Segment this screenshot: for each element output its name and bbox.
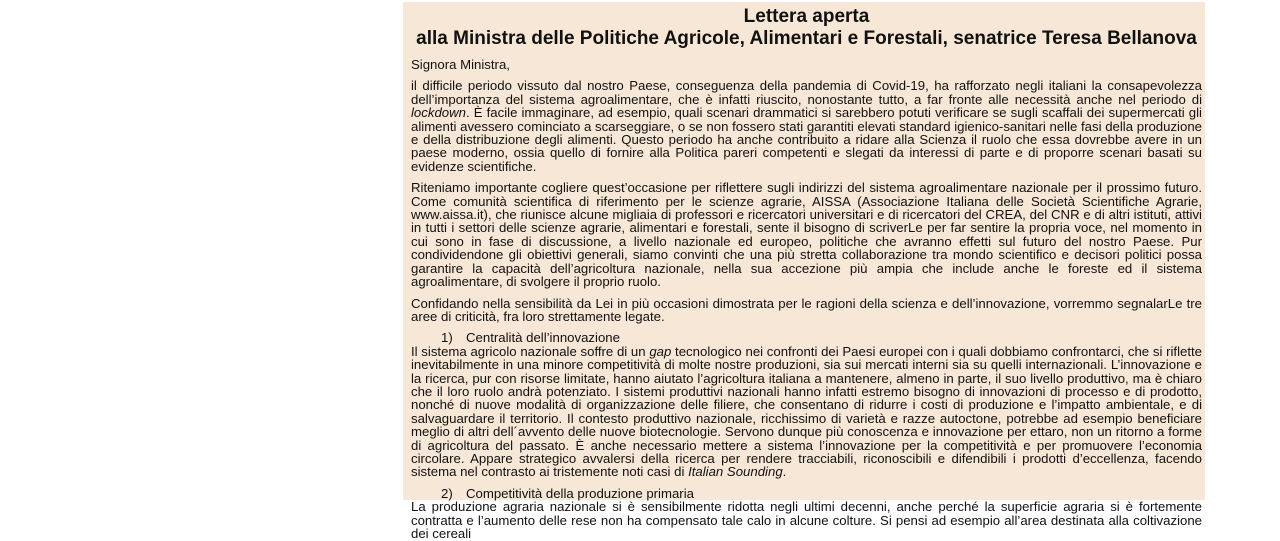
section-1-emphasis-1: gap bbox=[649, 343, 672, 359]
letter-title: Lettera aperta bbox=[743, 6, 870, 27]
section-1-text-1: Il sistema agricolo nazionale soffre di un bbox=[411, 343, 650, 359]
section-2-heading bbox=[411, 487, 1202, 500]
paragraph-2: Riteniamo importante cogliere quest’occasione per riflettere sugli indirizzi del sistema agroalimentare nazionale per il prossimo futuro. Come comunità scientifica di riferimento per le scienze agrarie, AISSA (Associazione Italiana delle Società Scientifiche Agrarie, www.aissa.it), che riunisce alcune migliaia di professori e ricercatori universitari e di ricercatori del CREA, del CNR e di altri istituti, attivi in tutti i settori delle scienze agrarie, alimentari e forestali, sente il bisogno di scriverLe per far sentire la propria voce, nel momento in cui sono in fase di discussione, a livello nazionale ed europeo, politiche che avranno effetti sul futuro del nostro Paese. Pur condividendone gli obiettivi generali, siamo convinti che una più stretta collaborazione tra mondo scientifico e decisori politici possa garantire la capacità dell’agricoltura nazionale, nella sua accezione più ampia che include anche le foreste ed il sistema agroalimentare, di svolgere il proprio ruolo. bbox=[411, 180, 1202, 290]
paragraph-1-text-a: il difficile periodo vissuto dal nostro Paese, conseguenza della pandemia di Covid-19, ha rafforzato negli italiani la consapevolezza dell’importanza del sistema agroalimentare, che è infatti riuscito, nonostante tutto, a far fronte alle necessità anche nel periodo di bbox=[411, 78, 1202, 107]
salutation: Signora Ministra, bbox=[411, 57, 510, 72]
letter-page bbox=[403, 2, 1205, 541]
section-1-number: 1) bbox=[441, 330, 453, 346]
section-1-emphasis-2: Italian Sounding bbox=[688, 464, 783, 480]
section-1-title: Centralità dell’innovazione bbox=[466, 330, 620, 346]
section-1-text-3: . bbox=[782, 464, 787, 480]
paragraph-1 bbox=[411, 79, 1202, 173]
paragraph-1-emphasis: lockdown bbox=[411, 105, 466, 121]
letter-subtitle: alla Ministra delle Politiche Agricole, Alimentari e Forestali, senatrice Teresa Bellanova bbox=[416, 28, 1197, 49]
section-2-number: 2) bbox=[441, 485, 453, 501]
section-2-body: La produzione agraria nazionale si è sensibilmente ridotta negli ultimi decenni, anche perché la superficie agraria si è fortemente contratta e l’aumento delle rese non ha compensato tale calo in alcune colture. Si pensi ad esempio all’area destinata alla coltivazione dei cereali bbox=[411, 499, 1202, 541]
section-1-text-2: tecnologico nei confronti dei Paesi europei con i quali dobbiamo confrontarci, che si riflette inevitabilmente in una minore competitività di molte nostre produzioni, sia sui mercati interni sia su quelli internazionali. L’innovazione e la ricerca, pur con risorse limitate, hanno aiutato l’agricoltura italiana a mantenere, almeno in parte, il suo livello produttivo, ma è chiaro che il loro ruolo andrà potenziato. I sistemi produttivi nazionali hanno infatti estremo bisogno di innovazioni di processo e di prodotto, nonché di nuove modalità di organizzazione delle filiere, che consentano di ridurre i costi di produzione e l’impatto ambientale, e di salvaguardare il territorio. Il contesto produttivo nazionale, ricchissimo di varietà e razze autoctone, potrebbe ad esempio beneficiare meglio di altri dell´avvento delle nuove biotecnologie. Servono dunque più conoscenza e innovazione per ettaro, non un ritorno a forme di agricoltura del passato. È anche necessario mettere a sistema l’innovazione per la competitività e per promuovere l’economia circolare. Appare strategico avvalersi della ricerca per rendere tracciabili, riconoscibili e difendibili i prodotti d’eccellenza, facendo sistema nel contrasto ai tristemente noti casi di bbox=[411, 343, 1202, 480]
section-2-title: Competitività della produzione primaria bbox=[466, 485, 694, 501]
paragraph-3: Confidando nella sensibilità da Lei in più occasioni dimostrata per le ragioni della scienza e dell’innovazione, vorremmo segnalarLe tre aree di criticità, fra loro strettamente legate. bbox=[411, 295, 1202, 324]
paragraph-1-text-b: . È facile immaginare, ad esempio, quali scenari drammatici si sarebbero potuti verificare se sugli scaffali dei supermercati gli alimenti avessero cominciato a scarseggiare, o se non fossero stati garantiti elevati standard igienico-sanitari nelle fasi della produzione e della distribuzione degli alimenti. Questo periodo ha anche contribuito a ridare alla Scienza il ruolo che essa dovrebbe avere in un paese moderno, ossia quello di fornire alla Politica pareri competenti e slegati da interessi di parte e di proporre scenari basati su evidenze scientifiche. bbox=[411, 105, 1202, 174]
section-1-body bbox=[411, 345, 1202, 479]
section-1-heading bbox=[411, 331, 1202, 344]
